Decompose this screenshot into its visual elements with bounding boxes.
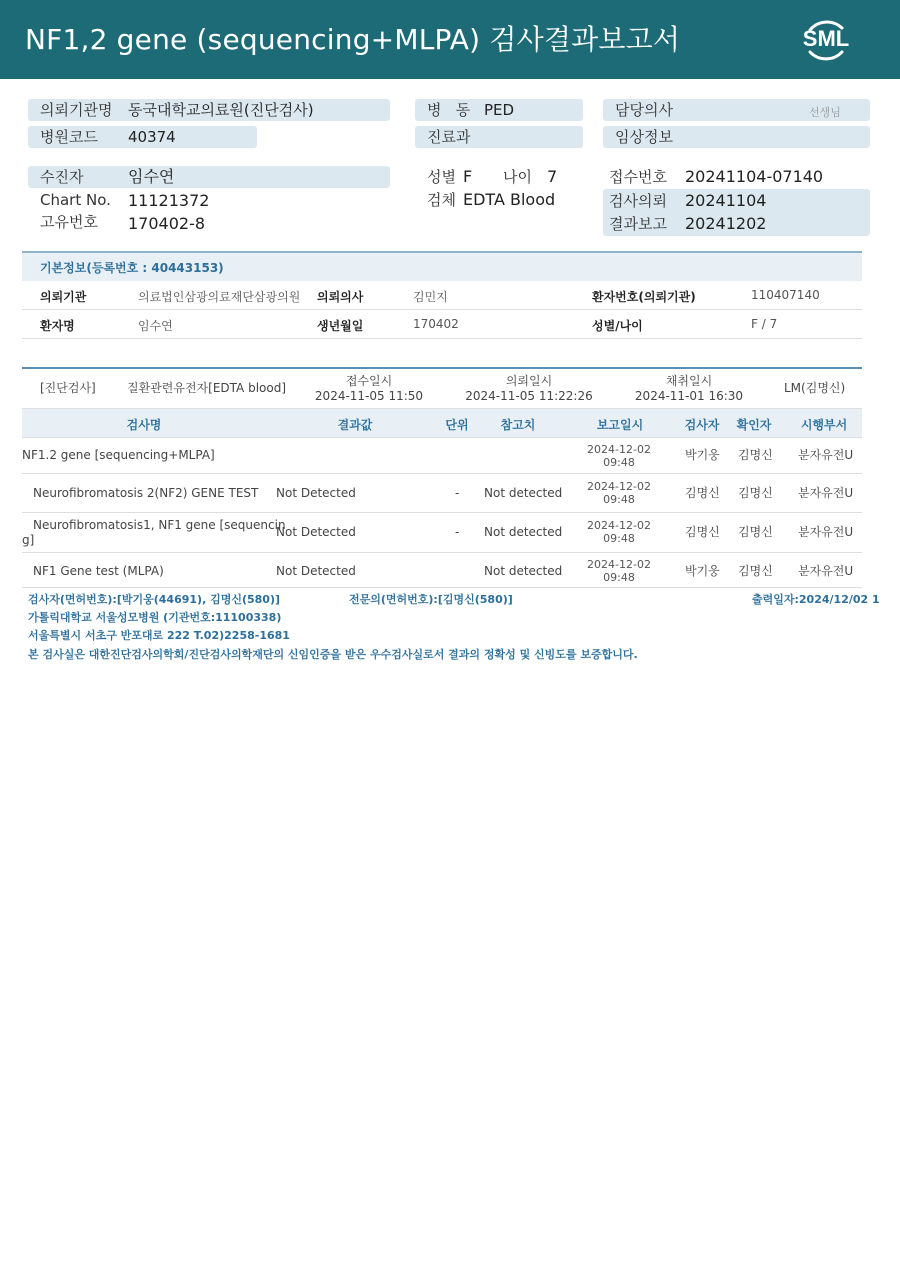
reference: Not detected xyxy=(484,486,563,500)
lm-name: LM(김명신) xyxy=(784,381,846,395)
info-value: F / 7 xyxy=(751,317,778,331)
report-title: NF1,2 gene (sequencing+MLPA) 검사결과보고서 xyxy=(25,23,681,56)
hospital-code-label: 병원코드 xyxy=(40,128,98,146)
footer-address: 서울특별시 서초구 반포대로 222 T.02)2258-1681 xyxy=(28,629,290,642)
report-date-label: 결과보고 xyxy=(609,215,667,233)
hospital-code-value: 40374 xyxy=(128,128,176,146)
tester: 박기웅 xyxy=(685,448,720,462)
department: 분자유전U xyxy=(798,564,854,578)
test-name: NF1 Gene test (MLPA) xyxy=(33,564,164,578)
report-date: 2024-12-02 xyxy=(587,558,651,571)
report-header xyxy=(0,0,900,79)
test-category: [진단검사] xyxy=(40,381,96,395)
department-row xyxy=(415,126,583,148)
checker: 김명신 xyxy=(738,525,773,539)
test-name: NF1.2 gene [sequencing+MLPA] xyxy=(22,448,215,462)
footer-hospital: 가톨릭대학교 서울성모병원 (기관번호:11100338) xyxy=(28,611,282,624)
report-datetime xyxy=(584,480,654,506)
info-value: 170402 xyxy=(413,317,459,331)
basic-info-title: 기본정보(등록번호 : 40443153) xyxy=(40,261,224,275)
age-value: 7 xyxy=(547,167,558,186)
collect-datetime-value: 2024-11-01 16:30 xyxy=(634,389,744,403)
col-header: 확인자 xyxy=(736,418,772,432)
checker: 김명신 xyxy=(738,486,773,500)
row-divider xyxy=(22,473,862,474)
report-time: 09:48 xyxy=(603,493,635,506)
report-time: 09:48 xyxy=(603,532,635,545)
footer-testers: 검사자(면허번호):[박기웅(44691), 김명신(580)] xyxy=(28,593,280,606)
info-label: 환자명 xyxy=(40,319,75,333)
info-label: 의뢰의사 xyxy=(317,290,364,304)
tester: 김명신 xyxy=(685,486,720,500)
institution-label: 의뢰기관명 xyxy=(40,101,113,119)
divider xyxy=(22,309,862,310)
info-label: 환자번호(의뢰기관) xyxy=(592,290,696,304)
ward-value: PED xyxy=(484,101,515,119)
footer-specialist: 전문의(면허번호):[김명신(580)] xyxy=(349,593,513,606)
report-date: 2024-12-02 xyxy=(587,480,651,493)
department: 분자유전U xyxy=(798,525,854,539)
result-value: Not Detected xyxy=(276,525,356,539)
test-name: Neurofibromatosis 2(NF2) GENE TEST xyxy=(33,486,259,500)
report-date: 2024-12-02 xyxy=(587,519,651,532)
report-time: 09:48 xyxy=(603,571,635,584)
patient-name-value: 임수연 xyxy=(128,167,175,186)
specimen-value: EDTA Blood xyxy=(463,190,556,209)
row-divider xyxy=(22,552,862,553)
basic-info-header xyxy=(22,251,862,281)
col-header: 단위 xyxy=(445,418,469,432)
patient-name-row xyxy=(28,166,390,188)
department: 분자유전U xyxy=(798,448,854,462)
request-datetime-label: 의뢰일시 xyxy=(505,374,553,388)
specimen-label: 검체 xyxy=(427,191,456,209)
collect-datetime xyxy=(629,374,749,404)
unique-value: 170402-8 xyxy=(128,214,206,233)
clinical-label: 임상정보 xyxy=(615,128,673,146)
department-label: 진료과 xyxy=(427,128,471,146)
patient-name-label: 수진자 xyxy=(40,168,84,186)
receipt-datetime-value: 2024-11-05 11:50 xyxy=(314,389,424,403)
info-label: 성별/나이 xyxy=(592,319,643,333)
info-value: 110407140 xyxy=(751,288,820,302)
request-date-label: 검사의뢰 xyxy=(609,192,667,210)
report-date-value: 20241202 xyxy=(685,214,767,233)
report-time: 09:48 xyxy=(603,456,635,469)
tester: 김명신 xyxy=(685,525,720,539)
info-value: 김민지 xyxy=(413,290,448,304)
unit: - xyxy=(455,525,460,539)
col-header: 참고치 xyxy=(500,418,536,432)
result-value: Not Detected xyxy=(276,564,356,578)
request-datetime xyxy=(464,374,594,404)
reference: Not detected xyxy=(484,564,563,578)
section-rule xyxy=(22,367,862,369)
sex-value: F xyxy=(463,167,473,186)
collect-datetime-label: 채취일시 xyxy=(665,374,713,388)
chart-value: 11121372 xyxy=(128,191,210,210)
col-header: 결과값 xyxy=(337,418,373,432)
row-divider xyxy=(22,512,862,513)
sex-label: 성별 xyxy=(427,168,456,186)
receipt-datetime xyxy=(309,374,429,404)
reference: Not detected xyxy=(484,525,563,539)
department: 분자유전U xyxy=(798,486,854,500)
footer-certification: 본 검사실은 대한진단검사의학회/진단검사의학재단의 신임인증을 받은 우수검사실로서 결과의 정확성 및 신빙도를 보증합니다. xyxy=(28,648,638,661)
col-header: 시행부서 xyxy=(800,418,848,432)
unique-label: 고유번호 xyxy=(40,213,98,231)
report-datetime xyxy=(584,519,654,545)
chart-label: Chart No. xyxy=(40,191,111,209)
report-datetime xyxy=(584,558,654,584)
ward-label: 병 동 xyxy=(427,101,471,119)
results-table-header xyxy=(22,408,862,438)
doctor-label: 담당의사 xyxy=(615,101,673,119)
institution-value: 동국대학교의료원(진단검사) xyxy=(128,101,314,119)
result-value: Not Detected xyxy=(276,486,356,500)
request-datetime-value: 2024-11-05 11:22:26 xyxy=(465,389,593,403)
info-value: 임수연 xyxy=(138,319,173,333)
info-value: 의료법인삼광의료재단삼광의원 xyxy=(138,290,301,304)
footer-print-date: 출력일자:2024/12/02 1 xyxy=(752,593,880,606)
test-name: Neurofibromatosis1, NF1 gene [sequencin xyxy=(33,518,286,532)
request-date-value: 20241104 xyxy=(685,191,767,210)
doctor-suffix: 선생님 xyxy=(809,106,841,119)
col-header: 보고일시 xyxy=(596,418,644,432)
info-label: 생년월일 xyxy=(317,319,364,333)
receipt-label: 접수번호 xyxy=(609,168,667,186)
report-date: 2024-12-02 xyxy=(587,443,651,456)
row-divider xyxy=(22,587,862,588)
test-name-continued: g] xyxy=(22,533,35,547)
sml-logo xyxy=(798,12,854,68)
clinical-row xyxy=(603,126,870,148)
checker: 김명신 xyxy=(738,448,773,462)
logo-text: SML xyxy=(802,26,850,51)
info-label: 의뢰기관 xyxy=(40,290,87,304)
report-datetime xyxy=(584,443,654,469)
col-header: 검사명 xyxy=(126,418,162,432)
test-specimen: 질환관련유전자[EDTA blood] xyxy=(127,381,287,395)
tester: 박기웅 xyxy=(685,564,720,578)
unit: - xyxy=(455,486,460,500)
checker: 김명신 xyxy=(738,564,773,578)
age-label: 나이 xyxy=(503,168,532,186)
receipt-datetime-label: 접수일시 xyxy=(345,374,393,388)
receipt-value: 20241104-07140 xyxy=(685,167,824,186)
col-header: 검사자 xyxy=(684,418,720,432)
divider xyxy=(22,338,862,339)
